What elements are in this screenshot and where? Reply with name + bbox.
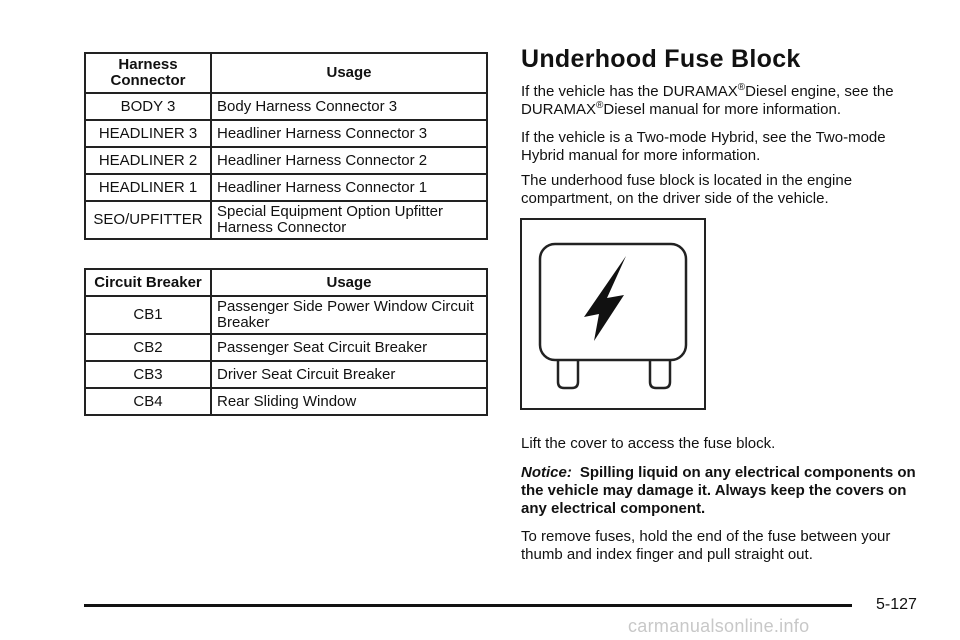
duramax-paragraph: [521, 83, 931, 119]
table-row: [85, 334, 487, 361]
usage-cell: Special Equipment Option Upfitter Harness Connector: [211, 201, 487, 239]
location-paragraph: The underhood fuse block is located in the engine compartment, on the driver side of the vehicle.: [521, 172, 853, 207]
table-row: [85, 120, 487, 147]
hybrid-paragraph: If the vehicle is a Two-mode Hybrid, see the Two-mode Hybrid manual for more information.: [521, 129, 886, 164]
usage-cell: Headliner Harness Connector 3: [211, 120, 487, 147]
connector-cell: BODY 3: [85, 93, 211, 120]
page-number: 5-127: [876, 596, 917, 613]
usage-cell: Passenger Seat Circuit Breaker: [211, 334, 487, 361]
table-header-row: [85, 53, 487, 93]
usage-cell: Passenger Side Power Window Circuit Breaker: [211, 296, 487, 334]
usage-cell: Driver Seat Circuit Breaker: [211, 361, 487, 388]
connector-cell: HEADLINER 1: [85, 174, 211, 201]
footer-rule: [84, 604, 852, 607]
column-header: Harness Connector: [85, 53, 211, 93]
table-header-row: [85, 269, 487, 296]
table-row: [85, 296, 487, 334]
column-header: Usage: [211, 53, 487, 93]
circuit-breaker-table: [84, 268, 488, 416]
notice-label: Notice:: [521, 464, 572, 481]
text-run: Diesel manual for more information.: [603, 101, 841, 118]
breaker-cell: CB4: [85, 388, 211, 415]
usage-cell: Headliner Harness Connector 1: [211, 174, 487, 201]
connector-cell: HEADLINER 3: [85, 120, 211, 147]
table-row: [85, 388, 487, 415]
column-header: Usage: [211, 269, 487, 296]
usage-cell: Headliner Harness Connector 2: [211, 147, 487, 174]
notice-paragraph: [521, 464, 931, 518]
watermark: carmanualsonline.info: [628, 616, 810, 636]
breaker-cell: CB1: [85, 296, 211, 334]
registered-mark: ®: [596, 100, 604, 111]
breaker-cell: CB2: [85, 334, 211, 361]
section-title: Underhood Fuse Block: [521, 45, 801, 73]
breaker-cell: CB3: [85, 361, 211, 388]
harness-connector-table: [84, 52, 488, 240]
text-run: If the vehicle has the DURAMAX: [521, 83, 738, 100]
table-row: [85, 174, 487, 201]
usage-cell: Body Harness Connector 3: [211, 93, 487, 120]
connector-cell: HEADLINER 2: [85, 147, 211, 174]
text-run: Diesel engine, see the DURAMAX: [521, 83, 894, 118]
usage-cell: Rear Sliding Window: [211, 388, 487, 415]
table-row: [85, 147, 487, 174]
table-row: [85, 93, 487, 120]
lift-cover-paragraph: Lift the cover to access the fuse block.: [521, 435, 776, 452]
notice-text: Spilling liquid on any electrical components on the vehicle may damage it. Always keep the covers on any electrical component.: [521, 464, 916, 517]
registered-mark: ®: [737, 82, 746, 93]
connector-cell: SEO/UPFITTER: [85, 201, 211, 239]
fuse-block-figure: [520, 218, 706, 410]
remove-fuses-paragraph: To remove fuses, hold the end of the fuse between your thumb and index finger and pull straight out.: [521, 528, 891, 563]
table-row: [85, 361, 487, 388]
table-row: [85, 201, 487, 239]
fuse-lightning-icon: [522, 220, 704, 408]
column-header: Circuit Breaker: [85, 269, 211, 296]
